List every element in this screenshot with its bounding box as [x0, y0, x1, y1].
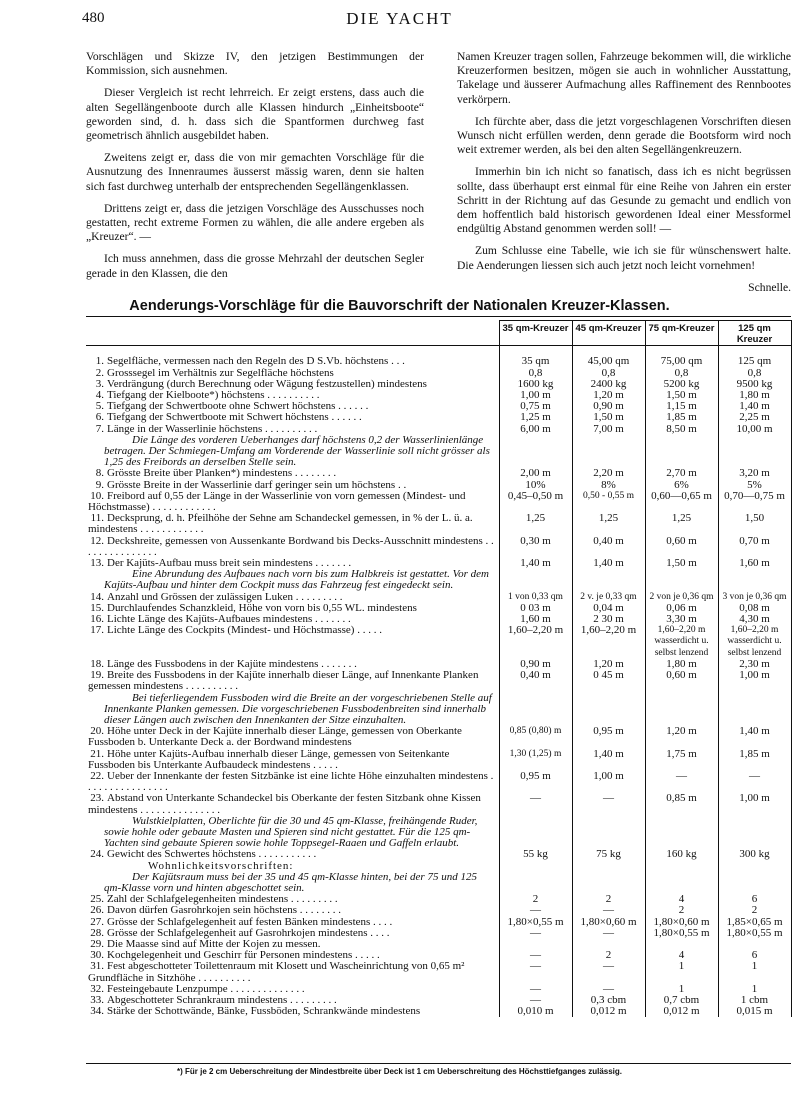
row-value: 1,25 m	[499, 412, 572, 423]
row-text: Grösste Breite in der Wasserlinie darf geringer sein um höchstens . .	[107, 478, 407, 491]
row-text: Tiefgang der Schwertboote mit Schwert höchstens . . . . . .	[107, 411, 362, 424]
row-value: 0,7 cbm	[645, 995, 718, 1006]
row-value	[572, 569, 645, 591]
row-value: 300 kg	[718, 849, 791, 860]
row-text: Grösste Breite über Planken*) mindestens . . . . . . . .	[107, 467, 337, 480]
row-value: 0,06 m	[645, 603, 718, 614]
row-value: 1,50 m	[645, 390, 718, 401]
row-value: 2,00 m	[499, 468, 572, 479]
row-number: 13.	[90, 557, 104, 570]
row-number: 30.	[90, 949, 104, 962]
row-text: Höhe unter Kajüts-Aufbau innerhalb dieser Länge, gemessen von Seitenkante Fussboden bis Unterkante Aufbaudeck mindestens . . . . .	[88, 747, 450, 771]
row-number: 20.	[90, 725, 104, 738]
row-number: 8.	[95, 467, 104, 480]
row-value	[645, 693, 718, 727]
left-paragraph: Dieser Vergleich ist recht lehrreich. Er zeigt erstens, dass auch die alten Segellängenboote durch alle Klassen hindurch „Einheitsboote“ geworden sind, d. h. dass sich die Spantformen durchweg fast geometrisch ähnlich ausgebildet haben.	[86, 86, 424, 143]
row-value: 1,60 m	[499, 614, 572, 625]
row-value	[572, 435, 645, 469]
row-description	[86, 961, 499, 983]
row-value: 1	[645, 984, 718, 995]
row-value: 1,50 m	[645, 558, 718, 569]
row-value	[572, 693, 645, 727]
row-value: —	[572, 905, 645, 916]
row-value: —	[499, 928, 572, 939]
row-value: 1 cbm	[718, 995, 791, 1006]
row-value: —	[499, 984, 572, 995]
row-text: Breite des Fussbodens in der Kajüte innerhalb dieser Länge, auf Innenkante Planken gemessen mindestens . . . . . . . . . .	[88, 669, 479, 693]
row-text: Bei tieferliegendem Fussboden wird die Breite an der vorgeschriebenen Stelle auf Innenkante Planken gemessen. Die vorgeschriebenen Fussbodenbreiten sind innerhalb dieser Längen auch zwischen den Innenkanten der Sitze einzuhalten.	[104, 691, 492, 726]
row-value: 4,30 m	[718, 614, 791, 625]
row-value: 1,80×0,55 m	[718, 928, 791, 939]
row-value: 1,75 m	[645, 749, 718, 771]
row-description	[86, 491, 499, 513]
row-value	[718, 569, 791, 591]
row-value: 2400 kg	[572, 379, 645, 390]
left-text-column	[86, 50, 424, 289]
table-top-rule	[86, 316, 791, 317]
row-value	[499, 861, 572, 872]
row-number: 31.	[90, 960, 104, 973]
row-value: 1,60–2,20 m wasserdicht u. selbst lenzend	[645, 625, 718, 659]
row-description	[86, 536, 499, 558]
row-value	[718, 816, 791, 850]
spec-table	[86, 320, 792, 1017]
row-number: 7.	[95, 422, 104, 435]
row-number: 22.	[90, 769, 104, 782]
row-value: 2,70 m	[645, 468, 718, 479]
row-number: 34.	[90, 1005, 104, 1018]
row-description	[86, 771, 499, 793]
row-number: 26.	[90, 904, 104, 917]
right-text-column	[457, 50, 791, 303]
row-value: 1,00 m	[499, 390, 572, 401]
row-value	[645, 816, 718, 850]
row-value: —	[572, 928, 645, 939]
table-row	[86, 491, 791, 513]
row-value: 1,20 m	[645, 726, 718, 748]
row-number: 32.	[90, 982, 104, 995]
row-value: 0,60—0,65 m	[645, 491, 718, 513]
row-value: 1,85 m	[645, 412, 718, 423]
table-row	[86, 1006, 791, 1017]
row-value: 1,40 m	[718, 401, 791, 412]
row-number: 3.	[95, 377, 104, 390]
table-bottom-rule	[86, 1063, 791, 1064]
row-value: 0,8	[645, 368, 718, 379]
row-value: 0,60 m	[645, 670, 718, 692]
row-text: Abgeschotteter Schrankraum mindestens . . . . . . . . .	[107, 993, 337, 1006]
row-value: —	[499, 793, 572, 815]
author-signature: Schnelle.	[748, 280, 791, 294]
row-number: 6.	[95, 411, 104, 424]
table-row	[86, 872, 791, 894]
row-number: 28.	[90, 926, 104, 939]
left-paragraph: Drittens zeigt er, dass die jetzigen Vorschläge des Ausschusses noch gestatten, recht extreme Formen zu wählen, die alle andere ergeben als „Kreuzer“. —	[86, 201, 424, 244]
row-value: 1,85 m	[718, 749, 791, 771]
row-text: Zahl der Schlafgelegenheiten mindestens . . . . . . . . .	[107, 893, 338, 906]
row-value: 2	[499, 894, 572, 905]
row-value	[499, 435, 572, 469]
row-text: Segelfläche, vermessen nach den Regeln des D S.Vb. höchstens . . .	[107, 355, 405, 368]
row-value: 0,08 m	[718, 603, 791, 614]
row-value: 0,012 m	[645, 1006, 718, 1017]
row-value: 1,80×0,55 m	[645, 928, 718, 939]
row-description	[86, 749, 499, 771]
row-text: Grosssegel im Verhältnis zur Segelfläche höchstens	[107, 366, 334, 379]
row-value: 10,00 m	[718, 424, 791, 435]
row-value: 1,25	[572, 513, 645, 535]
row-value: 160 kg	[645, 849, 718, 860]
row-number: 12.	[90, 534, 104, 547]
row-value: 0,95 m	[499, 771, 572, 793]
table-row	[86, 771, 791, 793]
row-text: Fest abgeschotteter Toilettenraum mit Klosett und Wascheinrichtung von 0,65 m² Grundfläche in Sitzhöhe . . . . . . . . . .	[88, 960, 465, 984]
right-paragraph: Immerhin bin ich nicht so fanatisch, dass ich es nicht begrüssen sollte, dass überhaupt erst einmal für eine Reihe von Jahren ein erster Schritt in der Richtung auf das Gesunde zu gemacht und endlich von dem hoffentlich bald historisch gewordenen Ideal einer Messformel endgültig Abstand genommen werden soll! —	[457, 165, 791, 236]
row-value: 1	[645, 961, 718, 983]
row-value: 0,04 m	[572, 603, 645, 614]
row-value	[499, 569, 572, 591]
row-value: 0 45 m	[572, 670, 645, 692]
row-value: 7,00 m	[572, 424, 645, 435]
row-text: Gewicht des Schwertes höchstens . . . . . . . . . . .	[107, 848, 317, 861]
row-value: 0,3 cbm	[572, 995, 645, 1006]
row-value: 0 03 m	[499, 603, 572, 614]
row-value: 1,00 m	[718, 670, 791, 692]
row-value: 6	[718, 950, 791, 961]
row-description	[86, 849, 499, 860]
row-value: 1,80 m	[645, 659, 718, 670]
row-text: Anzahl und Grössen der zulässigen Luken . . . . . . . . .	[107, 590, 343, 603]
row-value	[645, 872, 718, 894]
row-number: 2.	[95, 366, 104, 379]
row-value	[718, 861, 791, 872]
row-value: 0,012 m	[572, 1006, 645, 1017]
row-value: 1,25	[645, 513, 718, 535]
row-value: 2	[718, 905, 791, 916]
row-value: 0,8	[572, 368, 645, 379]
row-value: 5200 kg	[645, 379, 718, 390]
row-value: 0,30 m	[499, 536, 572, 558]
row-value: —	[718, 771, 791, 793]
row-value	[718, 435, 791, 469]
row-value: 0,90 m	[572, 401, 645, 412]
row-text: Lichte Länge des Kajüts-Aufbaues mindestens . . . . . . .	[107, 613, 351, 626]
row-text: Die Maasse sind auf Mitte der Kojen zu messen.	[107, 937, 321, 950]
row-value: 1,40 m	[499, 558, 572, 569]
row-description	[86, 513, 499, 535]
row-number: 21.	[90, 747, 104, 760]
row-value: 1,15 m	[645, 401, 718, 412]
row-number: 11.	[90, 512, 104, 525]
row-value: 2 v. je 0,33 qm	[572, 592, 645, 603]
row-text: Ueber der Innenkante der festen Sitzbänke ist eine lichte Höhe einzuhalten mindestens . . . . . . . . . . . . . . . .	[88, 769, 494, 794]
row-value: 2	[572, 894, 645, 905]
row-description	[86, 569, 499, 591]
row-value: 3,20 m	[718, 468, 791, 479]
row-value: 0,010 m	[499, 1006, 572, 1017]
row-text: Wulstkielplatten, Oberlichte für die 30 und 45 qm-Klasse, freihängende Ruder, sowie hohle oder gebaute Masten und Spieren sind nicht gestattet. Für die 125 qm-Yachten sind gebaute Spieren sowie hohle Toppsegel-Raaen und Gaffeln erlaubt.	[104, 814, 478, 850]
table-row	[86, 961, 791, 983]
column-header: 35 qm-Kreuzer	[499, 321, 572, 346]
row-value: —	[572, 961, 645, 983]
row-text: Tiefgang der Kielboote*) höchstens . . . . . . . . . .	[107, 389, 320, 402]
row-text: Festeingebaute Lenzpumpe . . . . . . . . . . . . . .	[107, 982, 305, 995]
row-value	[718, 693, 791, 727]
table-row	[86, 726, 791, 748]
row-text: Deckshreite, gemessen von Aussenkante Bordwand bis Decks-Ausschnitt mindestens . . . . . . . . . . . . . . .	[88, 534, 494, 558]
row-number: 18.	[90, 657, 104, 670]
row-value: —	[499, 961, 572, 983]
row-text: Tiefgang der Schwertboote ohne Schwert höchstens . . . . . .	[107, 400, 369, 413]
row-value: 4	[645, 894, 718, 905]
row-number: 24.	[90, 848, 104, 861]
row-number: 29.	[90, 937, 104, 950]
table-header-blank	[86, 321, 499, 346]
table-row	[86, 749, 791, 771]
row-description	[86, 625, 499, 659]
row-value: 10%	[499, 480, 572, 491]
row-value: 1,40 m	[572, 749, 645, 771]
row-number: 16.	[90, 613, 104, 626]
row-value: 0,40 m	[572, 536, 645, 558]
page-number: 480	[82, 10, 105, 26]
row-value: 1,50 m	[572, 412, 645, 423]
left-paragraph: Ich muss annehmen, dass die grosse Mehrzahl der deutschen Segler gerade in den Klassen, die den	[86, 252, 424, 280]
row-value: 0,8	[718, 368, 791, 379]
table-row	[86, 670, 791, 692]
row-value: 0,8	[499, 368, 572, 379]
table-row	[86, 569, 791, 591]
row-value: 1,60–2,20 m wasserdicht u. selbst lenzend	[718, 625, 791, 659]
row-text: Verdrängung (durch Berechnung oder Wägung festzustellen) mindestens	[107, 377, 427, 390]
row-value: 8,50 m	[645, 424, 718, 435]
column-header: 75 qm-Kreuzer	[645, 321, 718, 346]
row-value: 1,80×0,60 m	[645, 917, 718, 928]
row-value: 0,85 m	[645, 793, 718, 815]
table-row	[86, 435, 791, 469]
row-number: 15.	[90, 601, 104, 614]
row-description	[86, 816, 499, 850]
row-value: —	[499, 905, 572, 916]
row-value	[499, 872, 572, 894]
row-value: 2,20 m	[572, 468, 645, 479]
row-value: 75,00 qm	[645, 356, 718, 367]
row-value: 0,75 m	[499, 401, 572, 412]
row-value	[499, 816, 572, 850]
row-value: 1,30 (1,25) m	[499, 749, 572, 771]
row-value: 55 kg	[499, 849, 572, 860]
row-value: 6%	[645, 480, 718, 491]
row-value: —	[572, 793, 645, 815]
row-text: Eine Abrundung des Aufbaues nach vorn bis zum Halbkreis ist gestattet. Vor dem Kajüts-Aufbau und hinter dem Cockpit muss das Fahrzeug fest eingedeckt sein.	[104, 568, 489, 592]
row-value: 0,90 m	[499, 659, 572, 670]
row-value: 45,00 qm	[572, 356, 645, 367]
table-body	[86, 356, 791, 1017]
row-description	[86, 793, 499, 815]
row-value: 35 qm	[499, 356, 572, 367]
row-value: 0,60 m	[645, 536, 718, 558]
row-text: Abstand von Unterkante Schandeckel bis Oberkante der festen Sitzbank ohne Kissen mindestens . . . . . . . . . . . . . . .	[88, 792, 481, 816]
row-value: 1,40 m	[572, 558, 645, 569]
row-value: 1,20 m	[572, 390, 645, 401]
row-text: Davon dürfen Gasrohrkojen sein höchstens . . . . . . . .	[107, 904, 342, 917]
row-value: 1,60–2,20 m	[572, 625, 645, 659]
row-value: 125 qm	[718, 356, 791, 367]
row-text: Kochgelegenheit und Geschirr für Personen mindestens . . . . .	[107, 949, 380, 962]
row-text: Freibord auf 0,55 der Länge in der Wasserlinie von vorn gemessen (Mindest- und Höchstmasse) . . . . . . . . . . . .	[88, 489, 466, 514]
table-row	[86, 849, 791, 860]
right-paragraph: Zum Schlusse eine Tabelle, wie ich sie für wünschenswert halte. Die Aenderungen liessen sich auch jetzt noch leicht vornehmen!	[457, 244, 791, 272]
row-value: 1	[718, 961, 791, 983]
row-value	[645, 861, 718, 872]
left-paragraph: Vorschlägen und Skizze IV, den jetzigen Bestimmungen der Kommission, sich ausnehmen.	[86, 50, 424, 78]
row-number: 4.	[95, 389, 104, 402]
row-value: 1	[718, 984, 791, 995]
row-description	[86, 726, 499, 748]
row-text: Durchlaufendes Schanzkleid, Höhe von vorn bis 0,55 WL. mindestens	[107, 601, 417, 614]
row-value	[572, 872, 645, 894]
row-value: 5%	[718, 480, 791, 491]
row-value: 0,50 - 0,55 m	[572, 491, 645, 513]
row-value: 0,70—0,75 m	[718, 491, 791, 513]
row-value: 0,95 m	[572, 726, 645, 748]
row-value: 1 von 0,33 qm	[499, 592, 572, 603]
row-value: 3,30 m	[645, 614, 718, 625]
row-value: 0,85 (0,80) m	[499, 726, 572, 748]
row-value: 8%	[572, 480, 645, 491]
row-value: 1,50	[718, 513, 791, 535]
row-number: 14.	[90, 590, 104, 603]
row-value: 1,20 m	[572, 659, 645, 670]
row-value: 75 kg	[572, 849, 645, 860]
right-paragraph: Namen Kreuzer tragen sollen, Fahrzeuge bekommen will, die wirkliche Kreuzerformen besitzen, mögen sie auch in wohnlicher Ausstattung, Takelage und äusserer Aufmachung alles Raffinement des Rennbootes verkörpern.	[457, 50, 791, 106]
row-value: 2 30 m	[572, 614, 645, 625]
row-text: Der Kajüts-Aufbau muss breit sein mindestens . . . . . . .	[107, 557, 352, 570]
row-value: —	[572, 984, 645, 995]
row-value	[645, 569, 718, 591]
row-description	[86, 670, 499, 692]
row-number: 19.	[90, 669, 104, 682]
row-number: 27.	[90, 915, 104, 928]
row-number: 33.	[90, 993, 104, 1006]
row-value: 1,80×0,60 m	[572, 917, 645, 928]
row-number: 5.	[95, 400, 104, 413]
row-description	[86, 872, 499, 894]
row-number: 10.	[90, 489, 104, 502]
row-value: —	[499, 995, 572, 1006]
column-header: 125 qm Kreuzer	[718, 321, 791, 346]
row-value: —	[499, 950, 572, 961]
row-text: Grösse der Schlafgelegenheit auf Gasrohrkojen mindestens . . . .	[107, 926, 390, 939]
row-value: 1,80×0,55 m	[499, 917, 572, 928]
row-text: Die Länge des vorderen Ueberhanges darf höchstens 0,2 der Wasserlinienlänge betragen. Der Schmiegen-Umfang am Vorderende der Wasserlinie soll nicht grösser als 1,25 des Freibords an derselben Stelle sein.	[104, 433, 490, 469]
row-text: Länge in der Wasserlinie höchstens . . . . . . . . . .	[107, 422, 318, 435]
row-value: 0,45–0,50 m	[499, 491, 572, 513]
row-number: 25.	[90, 893, 104, 906]
row-value: 2	[572, 950, 645, 961]
row-value	[645, 435, 718, 469]
table-row	[86, 513, 791, 535]
table-row	[86, 625, 791, 659]
right-paragraph: Ich fürchte aber, dass die jetzt vorgeschlagenen Vorschriften diesen Wunsch nicht erfüllen werden, denn gerade die Bootsform wird noch weit extremer werden, als bei den alten Segellängenkreuzern.	[457, 114, 791, 157]
row-value: 1,00 m	[572, 771, 645, 793]
row-description	[86, 1006, 499, 1017]
row-value	[718, 872, 791, 894]
row-text: Stärke der Schottwände, Bänke, Fussböden, Schrankwände mindestens	[107, 1005, 421, 1018]
row-value: 9500 kg	[718, 379, 791, 390]
row-value: 1,25	[499, 513, 572, 535]
row-value: —	[645, 771, 718, 793]
row-value: 1,85×0,65 m	[718, 917, 791, 928]
row-value: 0,40 m	[499, 670, 572, 692]
row-value: 2,30 m	[718, 659, 791, 670]
row-description	[86, 435, 499, 469]
row-value: 1,60–2,20 m	[499, 625, 572, 659]
row-value: 0,70 m	[718, 536, 791, 558]
column-header: 45 qm-Kreuzer	[572, 321, 645, 346]
row-value: 1,80 m	[718, 390, 791, 401]
row-number: 1.	[95, 355, 104, 368]
row-value	[499, 693, 572, 727]
row-value	[572, 861, 645, 872]
row-text: Lichte Länge des Cockpits (Mindest- und Höchstmasse) . . . . .	[107, 624, 382, 637]
table-title: Aenderungs-Vorschläge für die Bauvorschrift der Nationalen Kreuzer-Klassen.	[129, 298, 670, 314]
row-value: 2,25 m	[718, 412, 791, 423]
row-number: 9.	[95, 478, 104, 491]
row-description	[86, 693, 499, 727]
running-title: DIE YACHT	[346, 9, 453, 28]
row-text: Höhe unter Deck in der Kajüte innerhalb dieser Länge, gemessen von Oberkante Fussboden b. Unterkante Deck a. der Bordwand mindestens	[88, 725, 462, 749]
row-value: 4	[645, 950, 718, 961]
row-value	[572, 816, 645, 850]
row-text: Wohnlichkeitsvorschriften:	[148, 859, 294, 872]
left-paragraph: Zweitens zeigt er, dass die von mir gemachten Vorschläge für die Ausnutzung des Innenraumes äusserst mässig waren, denn sie halten sich fast durchweg unterhalb der entsprechenden Segellängenklassen.	[86, 151, 424, 193]
row-text: Grösse der Schlafgelegenheit auf festen Bänken mindestens . . . .	[107, 915, 393, 928]
row-value: 0,015 m	[718, 1006, 791, 1017]
row-value: 2 von je 0,36 qm	[645, 592, 718, 603]
row-number: 23.	[90, 792, 104, 805]
row-value: 6	[718, 894, 791, 905]
row-value: 1,60 m	[718, 558, 791, 569]
row-text: Länge des Fussbodens in der Kajüte mindestens . . . . . . .	[107, 657, 357, 670]
table-row	[86, 793, 791, 815]
row-text: Der Kajütsraum muss bei der 35 und 45 qm-Klasse hinten, bei der 75 und 125 qm-Klasse vorn und hinten abgeschottet sein.	[104, 870, 477, 894]
row-text: Decksprung, d. h. Pfeilhöhe der Sehne am Schandeckel gemessen, in % der L. ü. a. mindestens . . . . . . . . . . . .	[88, 512, 473, 536]
row-value: 1,00 m	[718, 793, 791, 815]
row-value: 6,00 m	[499, 424, 572, 435]
row-value: 2	[645, 905, 718, 916]
table-row	[86, 536, 791, 558]
row-value: 1600 kg	[499, 379, 572, 390]
table-row	[86, 816, 791, 850]
row-number: 17.	[90, 624, 104, 637]
table-footnote: *) Für je 2 cm Ueberschreitung der Mindestbreite über Deck ist 1 cm Ueberschreitung des Höchsttiefganges zulässig.	[176, 1067, 622, 1076]
table-row	[86, 693, 791, 727]
row-value: 3 von je 0,36 qm	[718, 592, 791, 603]
row-value: 1,40 m	[718, 726, 791, 748]
